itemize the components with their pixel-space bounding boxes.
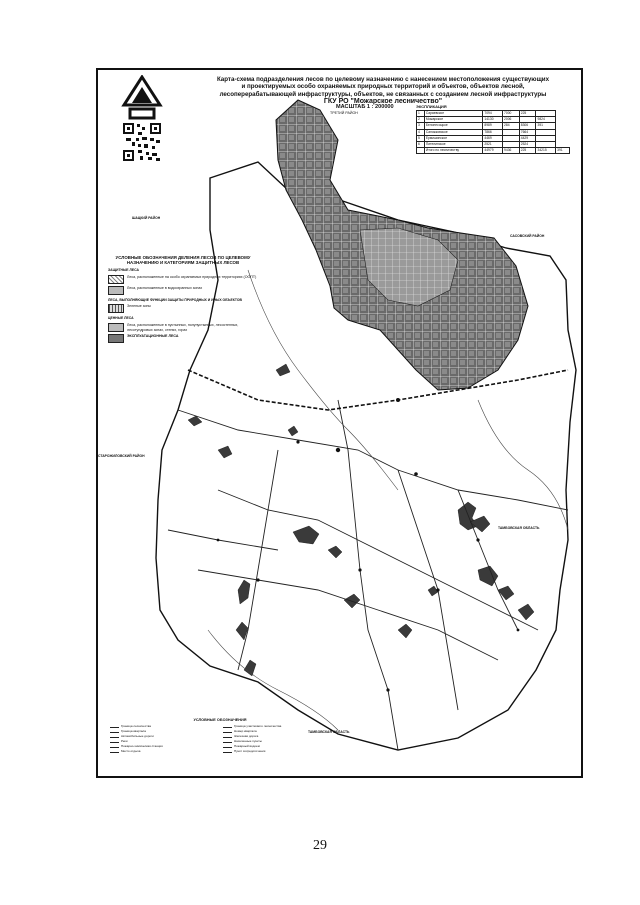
legend-swatch xyxy=(108,286,124,295)
legend-swatch xyxy=(108,334,124,343)
qr-code-icon xyxy=(122,122,162,162)
legend-item: Железная дорога xyxy=(223,734,330,738)
legend-item: ЭКСПЛУАТАЦИОННЫЕ ЛЕСА xyxy=(108,334,258,343)
legend-item: Граница квартала xyxy=(110,729,217,733)
legend-item: Зеленые зоны xyxy=(108,304,258,313)
table-row: 5 Ермишинское 4469 4429 xyxy=(417,135,570,141)
map-canvas xyxy=(98,70,581,776)
legend-item: Пожарно-химическая станция xyxy=(110,744,217,748)
explication-header: ЭКСПЛИКАЦИЯ xyxy=(416,104,447,109)
map-scale: МАСШТАБ 1 : 200000 xyxy=(336,104,394,110)
legend-swatch xyxy=(108,304,124,313)
table-row: 3 Белопесоцкое 8989 284 8306 391 xyxy=(417,123,570,129)
table-row: 1 Сараевское 7094 7000 225 xyxy=(417,111,570,117)
title-line: Карта-схема подразделения лесов по целевому назначению с нанесением местоположения существующих xyxy=(216,76,550,83)
legend-section: ЛЕСА, ВЫПОЛНЯЮЩИЕ ФУНКЦИИ ЗАЩИТЫ ПРИРОДНЫХ И ИНЫХ ОБЪЕКТОВ xyxy=(108,297,242,302)
region-label-west: СТАРОЖИЛОВСКИЙ РАЙОН xyxy=(98,454,145,458)
legend-item: Граница участкового лесничества xyxy=(223,724,330,728)
legend-item: Реки xyxy=(110,739,217,743)
legend-heading: УСЛОВНЫЕ ОБОЗНАЧЕНИЯ xyxy=(193,718,247,722)
table-row-total: Итого по лесничеству 44979 9436 225 34215 391 xyxy=(417,148,570,154)
legend-item: Номер квартала xyxy=(223,729,330,733)
legend-heading: УСЛОВНЫЕ ОБОЗНАЧЕНИЯ ДЕЛЕНИЯ ЛЕСОВ ПО ЦЕЛЕВОМУ НАЗНАЧЕНИЮ И КАТЕГОРИЯМ ЗАЩИТНЫХ ЛЕСОВ xyxy=(115,255,251,265)
legend-item: Пункт сосредоточения xyxy=(223,749,330,753)
region-label-east: САСОВСКИЙ РАЙОН xyxy=(510,234,545,238)
table-row: 4 Сапожковское 7866 7664 xyxy=(417,129,570,135)
region-label-north: ТРЕТИЙ РАЙОН xyxy=(330,111,358,115)
map-title xyxy=(198,76,568,106)
organization-name: ГКУ РО "Можарское лесничество" xyxy=(323,98,443,106)
legend-item: Населенные пункты xyxy=(223,739,330,743)
explication-table xyxy=(416,104,570,154)
legend-section: ЗАЩИТНЫЕ ЛЕСА xyxy=(108,268,139,273)
table-row: 6 Пителинское 2521 2524 xyxy=(417,141,570,147)
legend-item: Автомобильные дороги xyxy=(110,734,217,738)
title-line: и проектируемых особо охраняемых природных территорий и объектов, объектов лесной, xyxy=(241,83,525,91)
legend-item: Леса, расположенные в пустынных, полупустынных, лесостепных, лесотундровых зонах, степях, горах xyxy=(108,323,258,332)
legend-item: Леса, расположенные в водоохранных зонах xyxy=(108,286,258,295)
forest-category-legend xyxy=(108,256,258,343)
legend-item: Пожарный водоем xyxy=(223,744,330,748)
table-row: 2 Можарское 14130 2006 9824 xyxy=(417,117,570,123)
legend-item: Граница лесничества xyxy=(110,724,217,728)
legend-item: Леса, расположенные на особо охраняемых природных территориях (ООПТ) xyxy=(108,275,258,284)
legend-item: Место отдыха xyxy=(110,749,217,753)
region-label-north-west: ШАЦКИЙ РАЙОН xyxy=(132,216,161,220)
legend-section: ЦЕННЫЕ ЛЕСА xyxy=(108,316,134,321)
title-line: лесоперерабатывающей инфраструктуры, объектов, не связанных с созданием лесной инфраструктуры xyxy=(219,90,547,98)
legend-swatch xyxy=(108,323,124,332)
forestry-logo-icon xyxy=(120,75,164,121)
region-label-south-east: ТАМБОВСКАЯ ОБЛАСТЬ xyxy=(498,526,540,530)
symbol-legend xyxy=(110,718,330,753)
legend-swatch xyxy=(108,275,124,284)
page-number: 29 xyxy=(313,838,327,853)
region-label-south: ТАМБОВСКАЯ ОБЛАСТЬ xyxy=(308,730,350,734)
map-frame xyxy=(96,68,583,778)
